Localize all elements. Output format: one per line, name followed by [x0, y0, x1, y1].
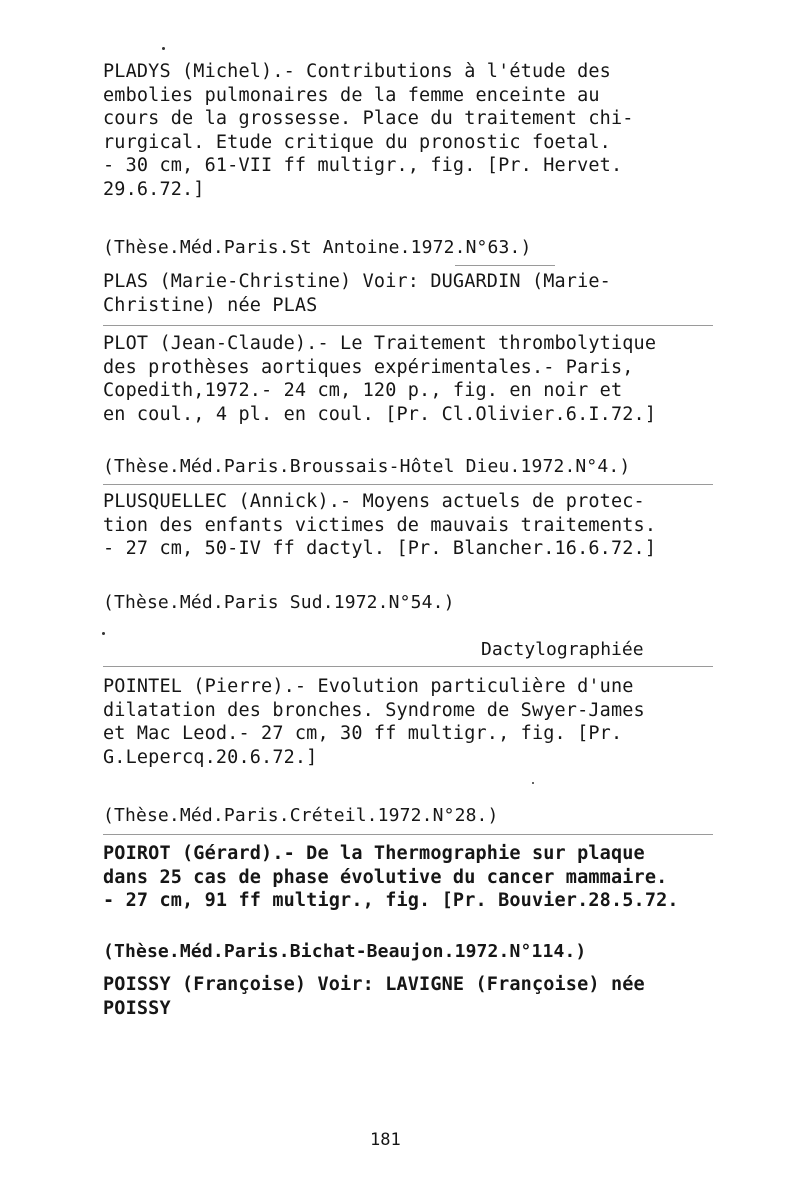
- divider: [103, 325, 713, 326]
- thesis-note-pointel: (Thèse.Méd.Paris.Créteil.1972.N°28.): [103, 805, 499, 826]
- entry-pladys: PLADYS (Michel).- Contributions à l'étude des embolies pulmonaires de la femme enceinte au cours de la grossesse. Place du traitement chi- rurgical. Etude critique du pronostic foetal. - 30 cm, 61-VII ff multigr., fig. [Pr. Hervet. 29.6.72.]: [103, 61, 634, 200]
- divider: [103, 834, 713, 835]
- ink-speck: [102, 632, 105, 635]
- divider: [455, 265, 555, 266]
- page-number: 181: [370, 1130, 401, 1150]
- divider: [103, 484, 713, 485]
- entry-poirot: POIROT (Gérard).- De la Thermographie sur plaque dans 25 cas de phase évolutive du cancer mammaire. - 27 cm, 91 ff multigr., fig. [Pr. Bouvier.28.5.72.: [103, 843, 679, 911]
- thesis-note-plot: (Thèse.Méd.Paris.Broussais-Hôtel Dieu.1972.N°4.): [103, 456, 631, 477]
- entry-plot: PLOT (Jean-Claude).- Le Traitement thrombolytique des prothèses aortiques expérimentales.- Paris, Copedith,1972.- 24 cm, 120 p., fig. en noir et en coul., 4 pl. en coul. [Pr. Cl.Olivier.6.I.72.]: [103, 333, 657, 425]
- ink-speck: [532, 782, 534, 784]
- ink-speck: [162, 47, 165, 50]
- thesis-note-poirot: (Thèse.Méd.Paris.Bichat-Beaujon.1972.N°114.): [103, 941, 587, 962]
- entry-poissy: POISSY (Françoise) Voir: LAVIGNE (Françoise) née POISSY: [103, 974, 645, 1019]
- entry-plas: PLAS (Marie-Christine) Voir: DUGARDIN (Marie- Christine) née PLAS: [103, 271, 611, 316]
- divider: [103, 666, 713, 667]
- thesis-note-plusquellec: (Thèse.Méd.Paris Sud.1972.N°54.): [103, 592, 455, 613]
- typed-note: Dactylographiée: [481, 639, 644, 660]
- thesis-note-pladys: (Thèse.Méd.Paris.St Antoine.1972.N°63.): [103, 237, 532, 258]
- entry-plusquellec: PLUSQUELLEC (Annick).- Moyens actuels de protec- tion des enfants victimes de mauvais traitements. - 27 cm, 50-IV ff dactyl. [Pr. Blancher.16.6.72.]: [103, 491, 657, 559]
- entry-pointel: POINTEL (Pierre).- Evolution particulière d'une dilatation des bronches. Syndrome de Swyer-James et Mac Leod.- 27 cm, 30 ff multigr., fig. [Pr. G.Lepercq.20.6.72.]: [103, 676, 645, 768]
